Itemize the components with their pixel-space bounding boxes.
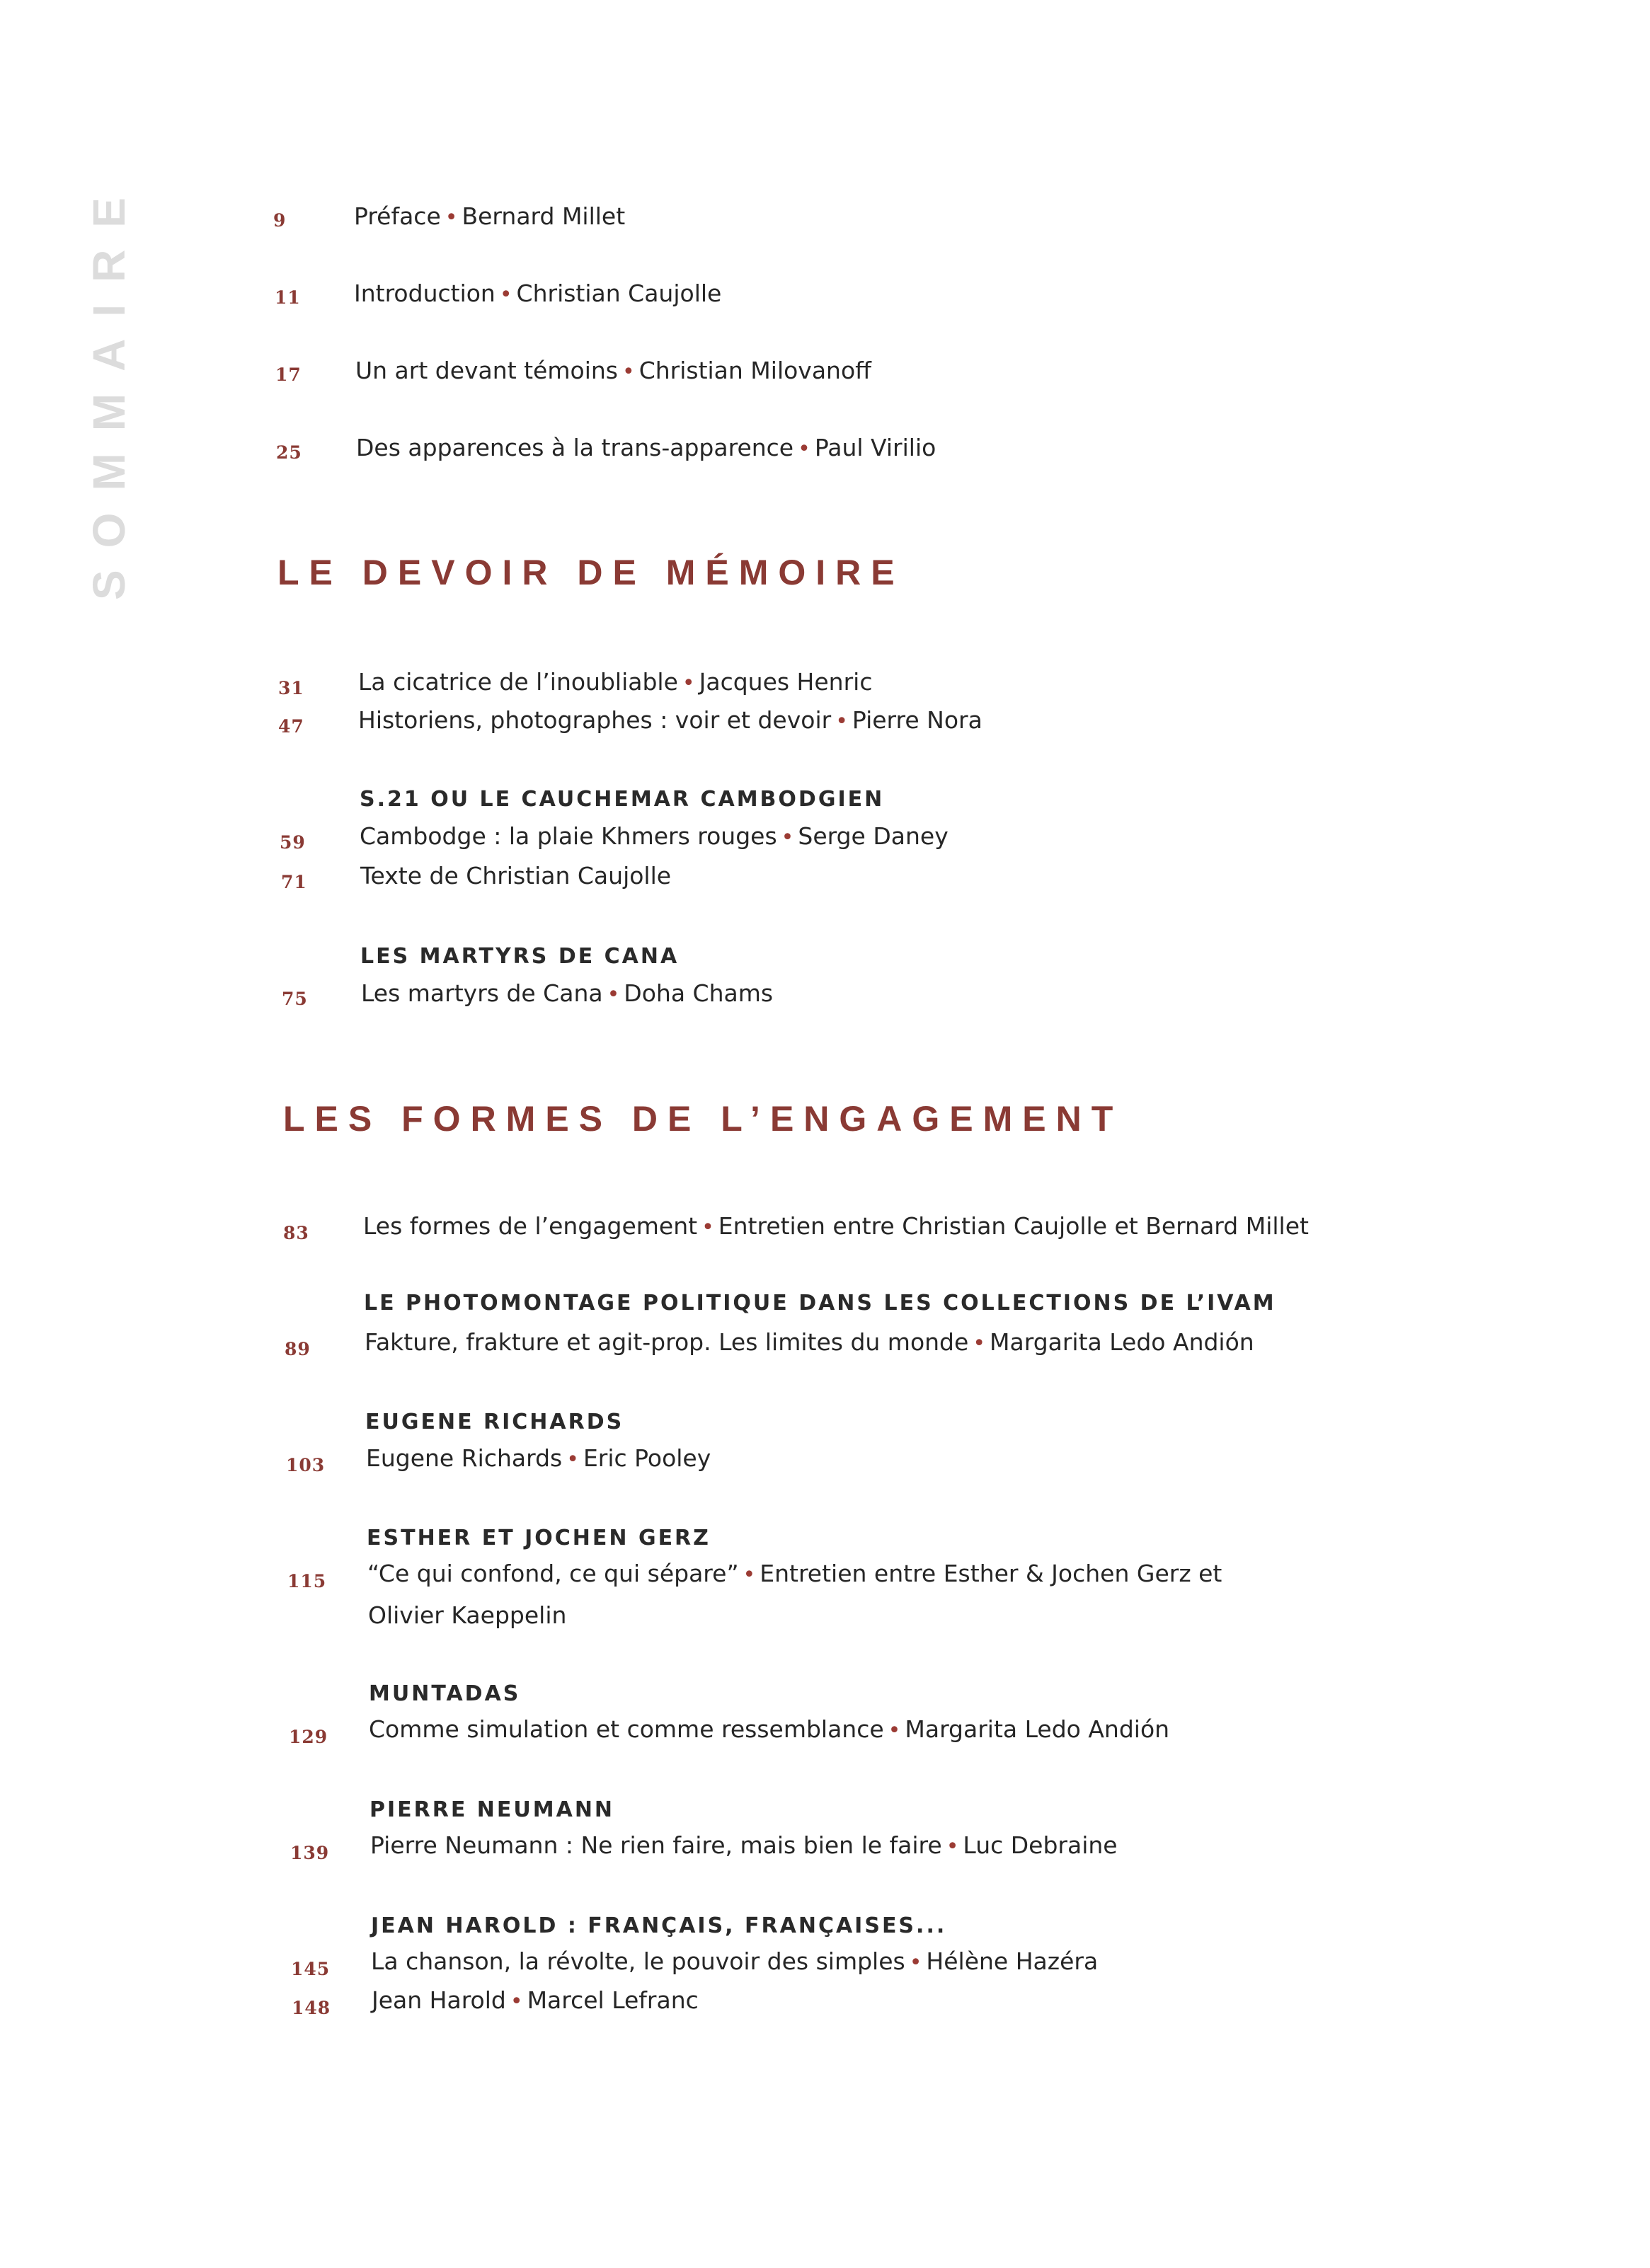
entry-title: La cicatrice de l’inoubliable bbox=[358, 668, 678, 696]
subsection-heading: JEAN HAROLD : FRANÇAIS, FRANÇAISES... bbox=[371, 1913, 947, 1938]
toc-entry[interactable] bbox=[370, 1831, 1118, 1859]
toc-entry[interactable] bbox=[358, 668, 872, 696]
entry-author: Hélène Hazéra bbox=[926, 1947, 1099, 1975]
entry-title: La chanson, la révolte, le pouvoir des simples bbox=[371, 1947, 905, 1975]
page-number: 145 bbox=[291, 1959, 331, 1979]
page-number: 115 bbox=[287, 1571, 327, 1591]
subsection-heading: ESTHER ET JOCHEN GERZ bbox=[367, 1526, 711, 1550]
entry-author: Margarita Ledo Andión bbox=[990, 1328, 1254, 1356]
section-title: LES FORMES DE L’ENGAGEMENT bbox=[283, 1099, 1123, 1139]
bullet-icon: • bbox=[607, 982, 620, 1007]
toc-entry[interactable] bbox=[365, 1328, 1254, 1356]
entry-author: Paul Virilio bbox=[814, 434, 936, 461]
toc-entry[interactable] bbox=[371, 1947, 1098, 1975]
bullet-icon: • bbox=[566, 1447, 579, 1472]
page-number: 71 bbox=[281, 872, 307, 892]
entry-title: Comme simulation et comme ressemblance bbox=[369, 1715, 884, 1743]
subsection-heading: EUGENE RICHARDS bbox=[365, 1410, 624, 1434]
toc-entry[interactable] bbox=[358, 706, 982, 734]
page-number: 83 bbox=[283, 1223, 309, 1243]
entry-title: Eugene Richards bbox=[366, 1444, 563, 1472]
entry-author: Christian Caujolle bbox=[516, 280, 722, 307]
entry-title: Les martyrs de Cana bbox=[361, 979, 603, 1007]
subsection-heading: MUNTADAS bbox=[369, 1681, 521, 1706]
toc-entry[interactable] bbox=[354, 280, 721, 307]
subsection-heading: LE PHOTOMONTAGE POLITIQUE DANS LES COLLECTIONS DE L’IVAM bbox=[364, 1291, 1276, 1316]
entry-author: Jacques Henric bbox=[699, 668, 873, 696]
entry-author: Luc Debraine bbox=[963, 1831, 1118, 1859]
bullet-icon: • bbox=[445, 205, 458, 230]
entry-author: Serge Daney bbox=[798, 822, 949, 850]
bullet-icon: • bbox=[888, 1718, 901, 1743]
page-number: 129 bbox=[289, 1727, 328, 1747]
page-number: 75 bbox=[282, 989, 308, 1009]
subsection-heading: LES MARTYRS DE CANA bbox=[360, 944, 680, 969]
bullet-icon: • bbox=[499, 282, 512, 307]
sidebar-title: SOMMAIRE bbox=[84, 175, 134, 600]
page-number: 11 bbox=[275, 287, 301, 308]
entry-author: Margarita Ledo Andión bbox=[905, 1715, 1170, 1743]
toc-entry[interactable] bbox=[367, 1560, 1222, 1587]
page-number: 17 bbox=[275, 364, 302, 385]
page-number: 31 bbox=[278, 678, 304, 698]
page-number: 9 bbox=[273, 210, 287, 231]
entry-title: Cambodge : la plaie Khmers rouges bbox=[360, 822, 777, 850]
toc-entry[interactable] bbox=[372, 1986, 699, 2014]
bullet-icon: • bbox=[946, 1834, 959, 1859]
toc-entry[interactable] bbox=[361, 979, 773, 1007]
entry-title: “Ce qui confond, ce qui sépare” bbox=[367, 1560, 739, 1587]
toc-entry[interactable] bbox=[360, 862, 671, 890]
toc-entry[interactable] bbox=[354, 202, 625, 230]
page-number: 89 bbox=[285, 1339, 311, 1359]
entry-title: Texte de Christian Caujolle bbox=[360, 862, 672, 890]
bullet-icon: • bbox=[973, 1331, 986, 1356]
bullet-icon: • bbox=[621, 359, 635, 384]
toc-entry[interactable] bbox=[363, 1212, 1309, 1240]
toc-entry[interactable] bbox=[360, 822, 949, 850]
entry-author: Pierre Nora bbox=[852, 706, 982, 734]
entry-title: Pierre Neumann : Ne rien faire, mais bien le faire bbox=[370, 1831, 942, 1859]
entry-author: Entretien entre Christian Caujolle et Bernard Millet bbox=[718, 1212, 1309, 1240]
page-number: 103 bbox=[286, 1455, 326, 1475]
toc-entry[interactable] bbox=[366, 1444, 711, 1472]
toc-entry[interactable] bbox=[356, 434, 936, 461]
entry-title: Historiens, photographes : voir et devoir bbox=[358, 706, 832, 734]
entry-author: Marcel Lefranc bbox=[527, 1986, 699, 2014]
page-number: 25 bbox=[276, 442, 302, 463]
bullet-icon: • bbox=[835, 709, 848, 734]
page-number: 148 bbox=[292, 1998, 331, 2018]
entry-title: Préface bbox=[354, 202, 441, 230]
subsection-heading: PIERRE NEUMANN bbox=[369, 1797, 615, 1822]
page-number: 139 bbox=[290, 1843, 330, 1863]
entry-author: Eric Pooley bbox=[583, 1444, 711, 1472]
page-number: 47 bbox=[278, 716, 304, 737]
entry-author: Entretien entre Esther & Jochen Gerz et bbox=[760, 1560, 1222, 1587]
page-number: 59 bbox=[280, 832, 306, 853]
bullet-icon: • bbox=[510, 1989, 523, 2014]
entry-author: Doha Chams bbox=[624, 979, 774, 1007]
entry-title: Un art devant témoins bbox=[355, 357, 618, 384]
subsection-heading: S.21 OU LE CAUCHEMAR CAMBODGIEN bbox=[360, 787, 885, 812]
entry-author: Christian Milovanoff bbox=[638, 357, 871, 384]
entry-title: Des apparences à la trans-apparence bbox=[356, 434, 794, 461]
toc-entry[interactable] bbox=[369, 1715, 1169, 1743]
entry-author: Bernard Millet bbox=[462, 202, 626, 230]
bullet-icon: • bbox=[682, 671, 695, 696]
entry-continuation: Olivier Kaeppelin bbox=[368, 1601, 567, 1629]
bullet-icon: • bbox=[701, 1215, 714, 1240]
bullet-icon: • bbox=[909, 1950, 922, 1975]
entry-title: Jean Harold bbox=[372, 1986, 506, 2014]
bullet-icon: • bbox=[798, 437, 810, 461]
entry-title: Les formes de l’engagement bbox=[363, 1212, 698, 1240]
entry-title: Introduction bbox=[354, 280, 495, 307]
bullet-icon: • bbox=[781, 825, 794, 850]
entry-title: Fakture, frakture et agit-prop. Les limites du monde bbox=[365, 1328, 969, 1356]
bullet-icon: • bbox=[743, 1562, 756, 1587]
toc-entry[interactable] bbox=[355, 357, 871, 384]
section-title: LE DEVOIR DE MÉMOIRE bbox=[277, 553, 905, 592]
